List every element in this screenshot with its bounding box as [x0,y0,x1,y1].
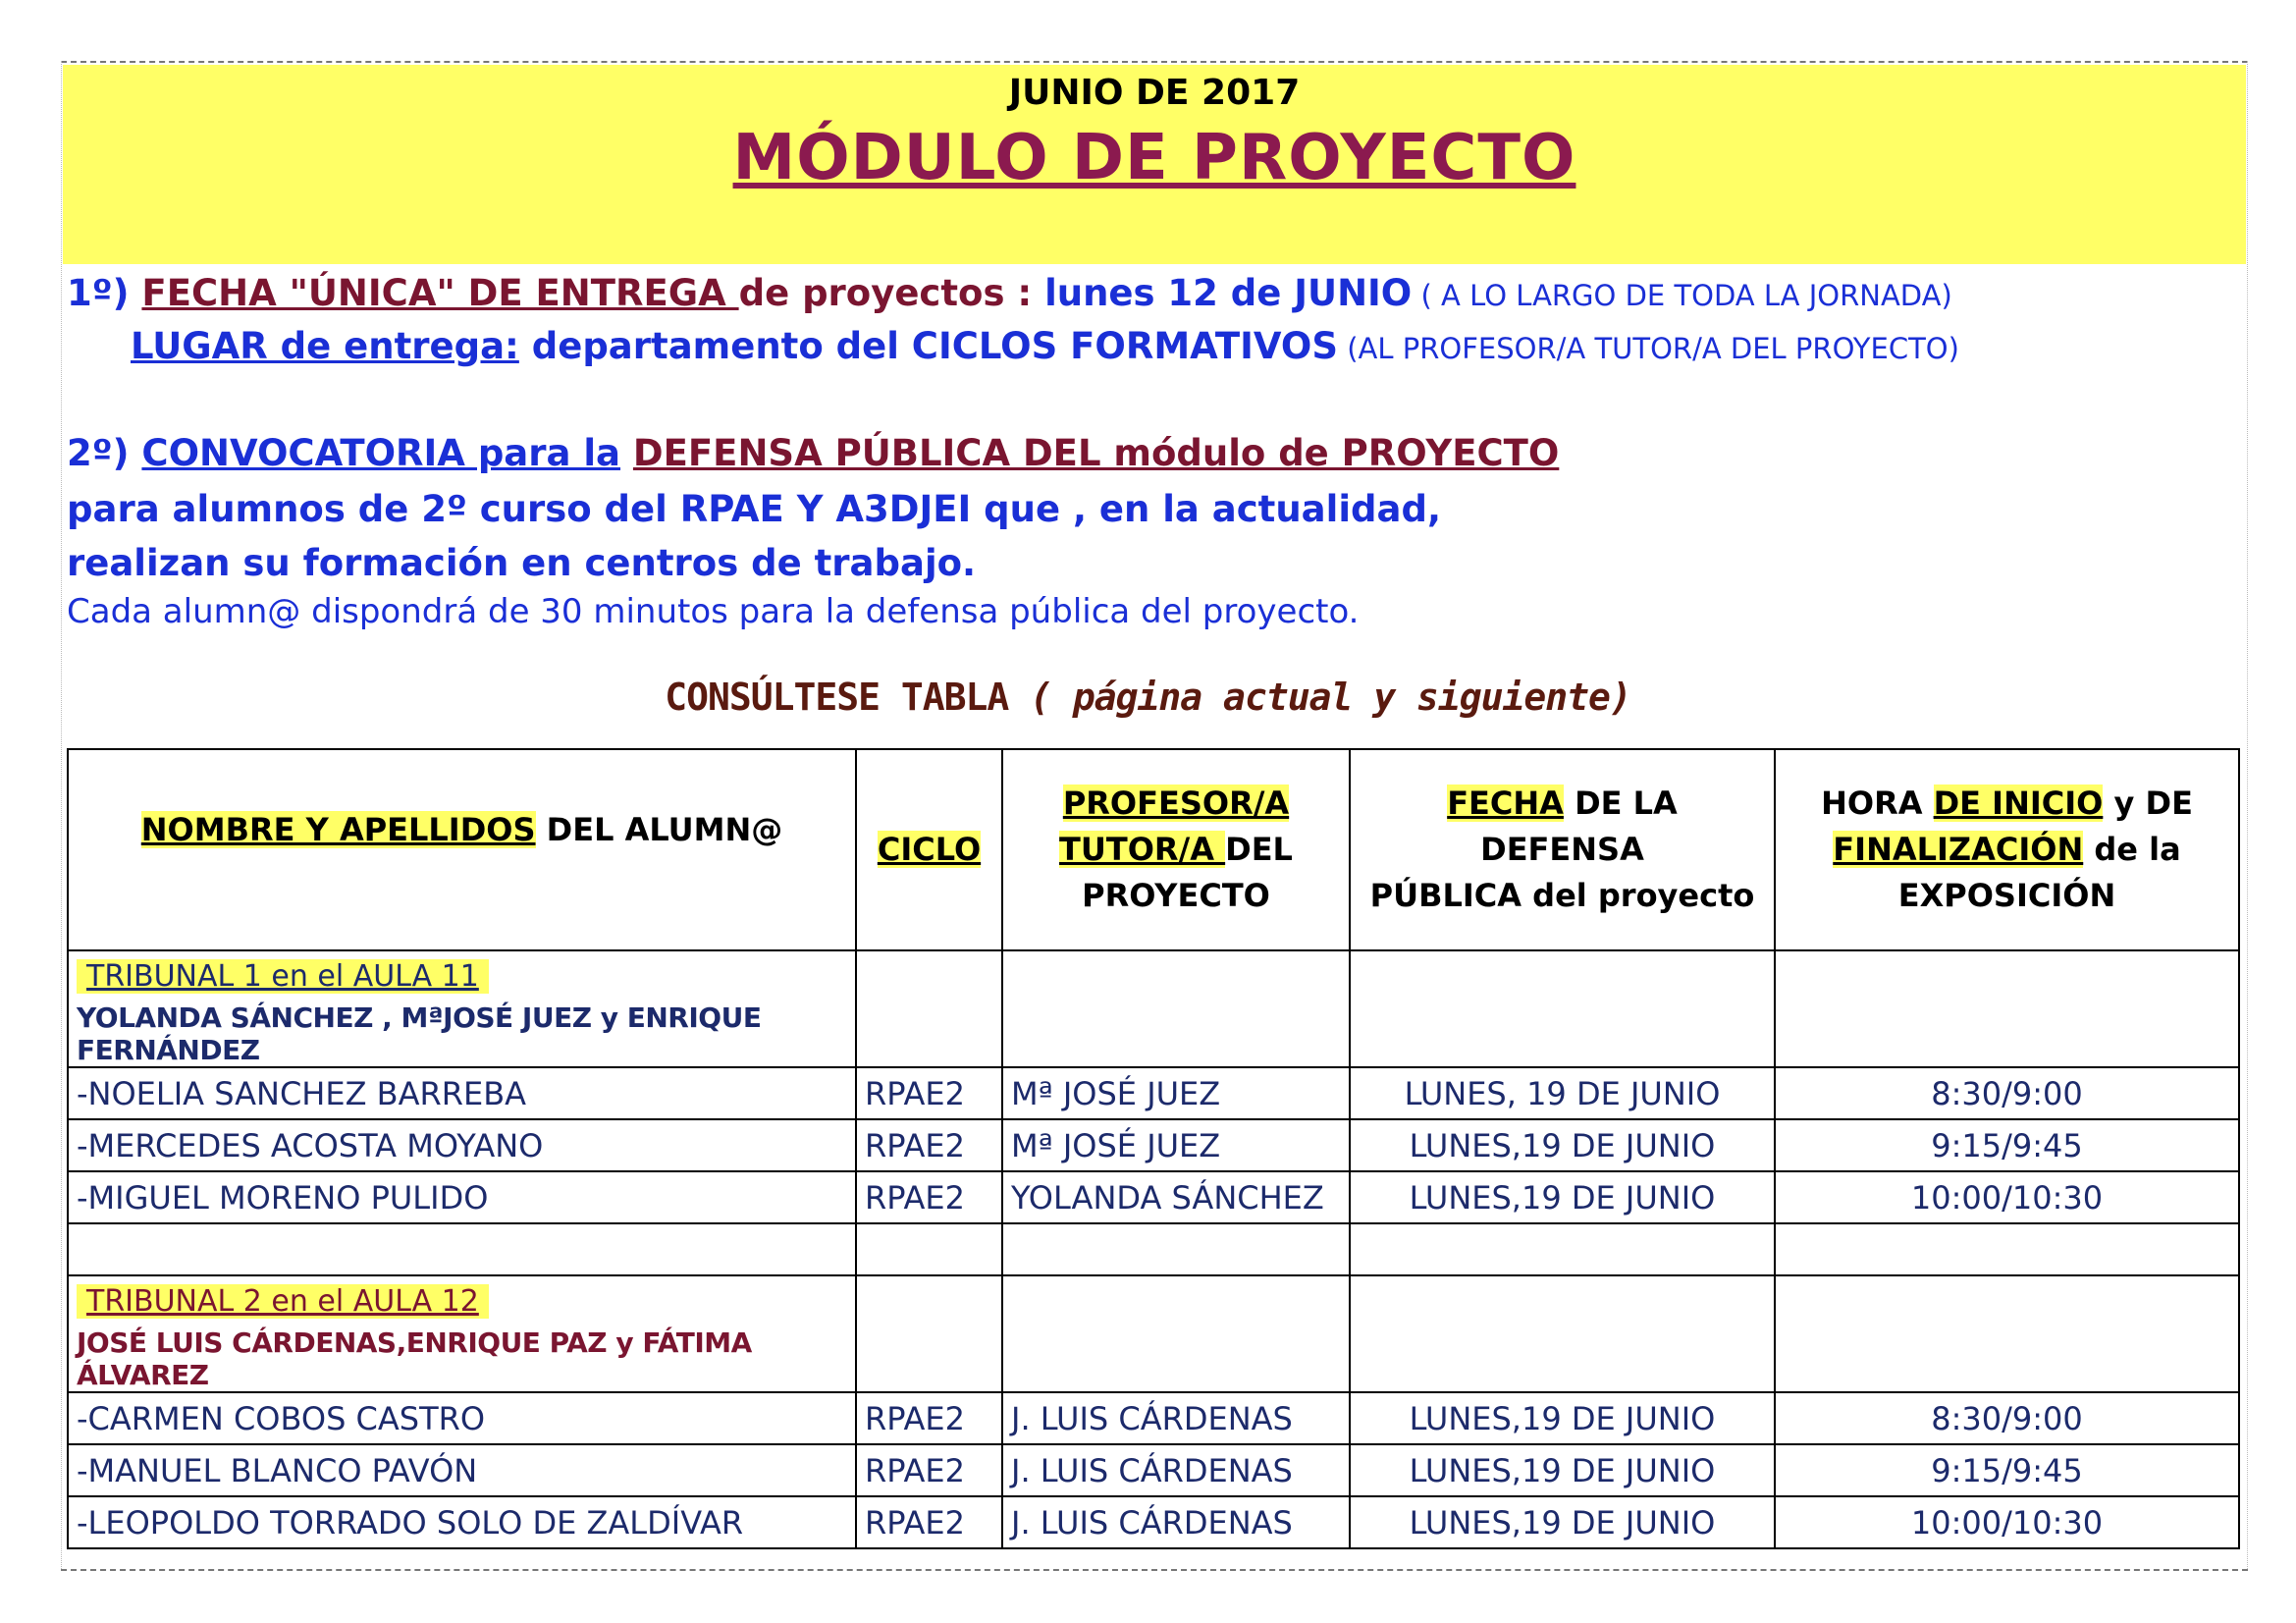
header-time-c: de la [2083,831,2181,868]
page-frame-top [61,61,2248,63]
header-student [68,749,856,950]
table-row [68,1444,2239,1496]
tribunal-2-cell [68,1275,856,1392]
table-row [68,1496,2239,1548]
header-tutor-a: PROFESOR/A [1062,784,1290,822]
header-date-a: DE LA [1563,784,1678,822]
convocatoria-line [67,432,1559,474]
student-tutor: Mª JOSÉ JUEZ [1002,1067,1350,1119]
student-ciclo: RPAE2 [856,1067,1002,1119]
convocatoria-line-2: para alumnos de 2º curso del RPAE Y A3DJEI que , en la actualidad, [67,488,1442,530]
tribunal-2-row [68,1275,2239,1392]
empty-row [68,1223,2239,1275]
delivery-place: departamento del CICLOS FORMATIVOS [518,325,1339,367]
student-tutor: J. LUIS CÁRDENAS [1002,1496,1350,1548]
student-name: -CARMEN COBOS CASTRO [68,1392,856,1444]
table-row [68,1392,2239,1444]
header-student-hl: NOMBRE Y APELLIDOS [140,811,536,848]
defense-date: LUNES,19 DE JUNIO [1350,1171,1775,1223]
student-tutor: J. LUIS CÁRDENAS [1002,1392,1350,1444]
defense-time: 10:00/10:30 [1775,1496,2239,1548]
student-tutor: Mª JOSÉ JUEZ [1002,1119,1350,1171]
header-time-b: y DE [2103,784,2193,822]
header-banner [63,65,2246,264]
section1-number: 1º) [67,272,130,314]
student-ciclo: RPAE2 [856,1119,1002,1171]
tribunal-2-name: TRIBUNAL 2 en el AULA 12 [77,1284,489,1319]
header-tutor-b: TUTOR/A [1059,831,1226,868]
student-name: -MANUEL BLANCO PAVÓN [68,1444,856,1496]
header-time-hl2: FINALIZACIÓN [1833,831,2084,868]
defense-date: LUNES, 19 DE JUNIO [1350,1067,1775,1119]
header-date-hl: FECHA [1447,784,1564,822]
student-tutor: J. LUIS CÁRDENAS [1002,1444,1350,1496]
defense-time: 10:00/10:30 [1775,1171,2239,1223]
student-name: -MIGUEL MORENO PULIDO [68,1171,856,1223]
student-name: -LEOPOLDO TORRADO SOLO DE ZALDÍVAR [68,1496,856,1548]
schedule-table [67,748,2240,1549]
delivery-date-label: FECHA "ÚNICA" DE ENTREGA [141,272,739,314]
header-ciclo [856,749,1002,950]
defense-time: 8:30/9:00 [1775,1392,2239,1444]
table-row [68,1067,2239,1119]
header-tutor-c: DEL [1225,831,1293,868]
table-row [68,1119,2239,1171]
defense-time: 8:30/9:00 [1775,1067,2239,1119]
tribunal-2-members: JOSÉ LUIS CÁRDENAS,ENRIQUE PAZ y FÁTIMA ÁLVAREZ [77,1326,752,1391]
defensa-label: DEFENSA PÚBLICA DEL módulo de PROYECTO [632,432,1560,474]
table-row [68,1171,2239,1223]
convocatoria-label: CONVOCATORIA para la [141,432,621,474]
convocatoria-line-4: Cada alumn@ dispondrá de 30 minutos para la defensa pública del proyecto. [67,592,1360,631]
delivery-place-note: (AL PROFESOR/A TUTOR/A DEL PROYECTO) [1338,332,1959,365]
header-time [1775,749,2239,950]
tribunal-1-members: YOLANDA SÁNCHEZ , MªJOSÉ JUEZ y ENRIQUE FERNÁNDEZ [77,1001,762,1066]
section2-number: 2º) [67,432,130,474]
header-tutor-d: PROYECTO [1082,877,1270,914]
student-ciclo: RPAE2 [856,1444,1002,1496]
defense-time: 9:15/9:45 [1775,1444,2239,1496]
tribunal-1-name: TRIBUNAL 1 en el AULA 11 [77,959,489,994]
header-month: JUNIO DE 2017 [1008,73,1301,113]
header-date-b: DEFENSA [1480,831,1644,868]
tribunal-1-row [68,950,2239,1067]
header-time-hl: DE INICIO [1933,784,2104,822]
header-time-d: EXPOSICIÓN [1897,877,2116,914]
page-frame-right [2247,61,2248,1569]
page-title: MÓDULO DE PROYECTO [732,122,1576,194]
page-frame-bottom [61,1569,2248,1571]
student-name: -NOELIA SANCHEZ BARREBA [68,1067,856,1119]
page-frame-left [61,61,62,1569]
of-projects-text: de proyectos : [738,272,1045,314]
delivery-date: lunes 12 de JUNIO [1044,272,1413,314]
header-student-rest: DEL ALUMN@ [535,811,783,848]
defense-date: LUNES,19 DE JUNIO [1350,1119,1775,1171]
defense-time: 9:15/9:45 [1775,1119,2239,1171]
delivery-place-label: LUGAR de entrega: [131,325,519,367]
consult-paren: ( página actual y siguiente) [1008,676,1631,719]
consult-main: CONSÚLTESE TABLA [665,676,1009,719]
defense-date: LUNES,19 DE JUNIO [1350,1392,1775,1444]
table-header-row [68,749,2239,950]
student-tutor: YOLANDA SÁNCHEZ [1002,1171,1350,1223]
defense-date: LUNES,19 DE JUNIO [1350,1444,1775,1496]
student-ciclo: RPAE2 [856,1392,1002,1444]
delivery-date-line [67,272,1952,314]
consult-table-note [0,676,2296,719]
convocatoria-line-3: realizan su formación en centros de trabajo. [67,542,977,584]
delivery-place-line [131,325,1959,367]
header-tutor [1002,749,1350,950]
header-time-a: HORA [1821,784,1934,822]
delivery-date-note: ( A LO LARGO DE TODA LA JORNADA) [1412,279,1952,312]
student-ciclo: RPAE2 [856,1496,1002,1548]
student-ciclo: RPAE2 [856,1171,1002,1223]
tribunal-1-cell [68,950,856,1067]
header-date-c: PÚBLICA del proyecto [1369,877,1755,914]
header-ciclo-label: CICLO [877,831,982,868]
header-date [1350,749,1775,950]
defense-date: LUNES,19 DE JUNIO [1350,1496,1775,1548]
student-name: -MERCEDES ACOSTA MOYANO [68,1119,856,1171]
